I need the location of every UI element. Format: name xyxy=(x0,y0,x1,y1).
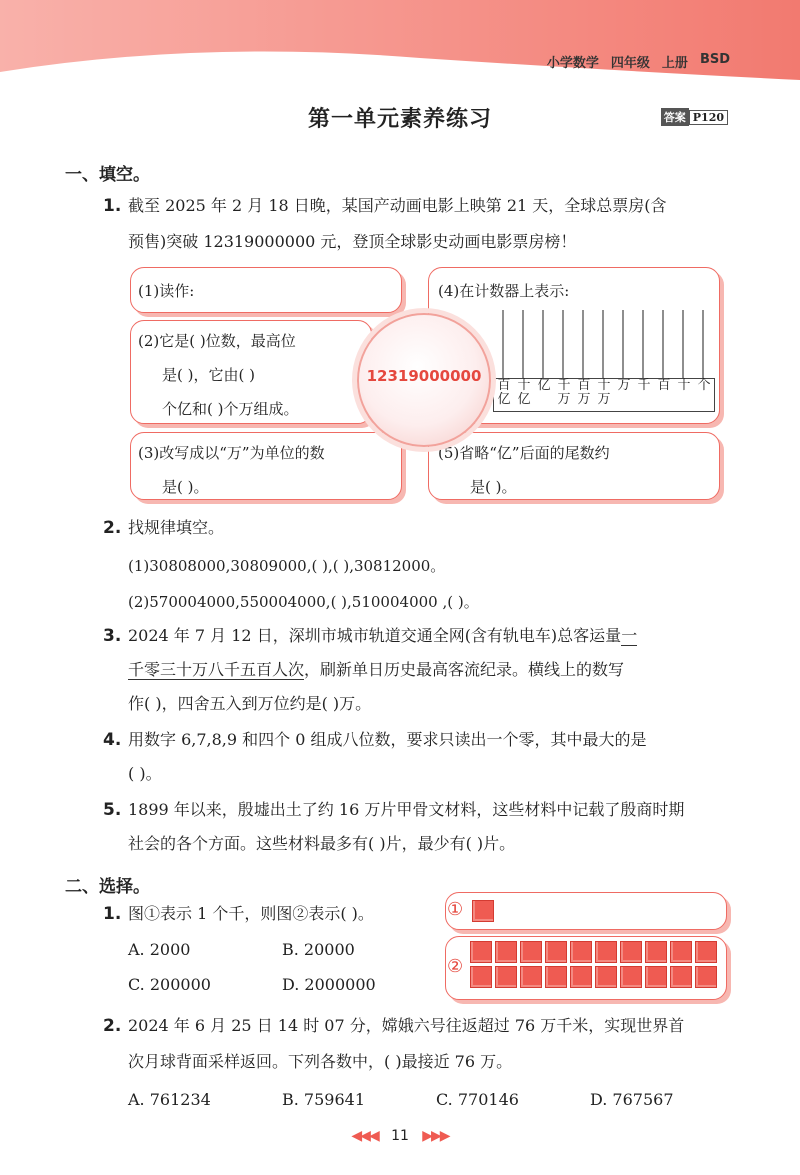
header-band xyxy=(0,0,800,90)
question-text: (2)570004000,550004000,( ),510004000 ,( )。 xyxy=(128,593,479,611)
page-footer xyxy=(0,1128,800,1144)
box-text: 是( )。 xyxy=(162,478,209,496)
magnified-number: 12319000000 xyxy=(366,367,482,385)
thousand-cube xyxy=(695,966,717,988)
place-label: 个 xyxy=(697,378,711,393)
option-d: D. 2000000 xyxy=(282,975,376,994)
option-a: A. 2000 xyxy=(128,940,191,959)
answer-label: 答案 xyxy=(661,108,689,126)
answer-reference xyxy=(661,108,728,126)
option-b: B. 20000 xyxy=(282,940,355,959)
thousand-cube xyxy=(670,941,692,963)
section-heading: 一、填空。 xyxy=(65,165,150,185)
grade: 四年级 xyxy=(610,56,650,71)
question-text xyxy=(128,660,624,680)
place-label: 亿 xyxy=(537,378,551,393)
place-label: 十 xyxy=(677,378,691,393)
subject: 小学数学 xyxy=(546,56,599,71)
place-label: 十亿 xyxy=(517,378,531,407)
option-a: A. 761234 xyxy=(128,1090,211,1109)
thousand-cubes-grid xyxy=(470,941,717,988)
box-text: 是( )，它由( ) xyxy=(162,366,255,384)
place-label: 万 xyxy=(617,378,631,393)
question-number: 1. xyxy=(103,196,122,216)
question-text: 次月球背面采样返回。下列各数中，( )最接近 76 万。 xyxy=(128,1052,513,1071)
question-text: 社会的各个方面。这些材料最多有( )片，最少有( )片。 xyxy=(128,834,516,853)
underlined-text: 一 xyxy=(621,626,638,645)
question-text: 用数字 6,7,8,9 和四个 0 组成八位数，要求只读出一个零，其中最大的是 xyxy=(128,730,647,749)
question-text: 2024 年 6 月 25 日 14 时 07 分，嫦娥六号往返超过 76 万千米，实现世界首 xyxy=(128,1016,685,1035)
box-text: 是( )。 xyxy=(470,478,517,496)
question-text: 1899 年以来，殷墟出土了约 16 万片甲骨文材料，这些材料中记载了殷商时期 xyxy=(128,800,685,819)
thousand-cube xyxy=(545,966,567,988)
box-text: 个亿和( )个万组成。 xyxy=(162,400,299,418)
underlined-text: 千零三十万八千五百人次 xyxy=(128,660,305,679)
question-text: ( )。 xyxy=(128,764,162,783)
question-number: 5. xyxy=(103,800,122,820)
place-label: 百万 xyxy=(577,378,591,407)
box-text: (4)在计数器上表示: xyxy=(438,282,570,300)
thousand-cube xyxy=(570,966,592,988)
section-heading: 二、选择。 xyxy=(65,877,150,897)
thousand-cube xyxy=(645,941,667,963)
box-text: (3)改写成以“万”为单位的数 xyxy=(138,444,325,462)
abacus-rods xyxy=(493,310,715,380)
place-label: 千万 xyxy=(557,378,571,407)
edition: BSD xyxy=(699,52,730,67)
question-number: 2. xyxy=(103,1016,122,1036)
box-text: (5)省略“亿”后面的尾数约 xyxy=(438,444,610,462)
thousand-cube xyxy=(520,966,542,988)
question-text: (1)30808000,30809000,( ),( ),30812000。 xyxy=(128,557,446,575)
question-text: 预售)突破 12319000000 元，登顶全球影史动画电影票房榜！ xyxy=(128,232,577,251)
place-label: 千 xyxy=(637,378,651,393)
option-c: C. 770146 xyxy=(436,1090,519,1109)
thousand-cube xyxy=(520,941,542,963)
thousand-cube xyxy=(595,966,617,988)
question-text: 找规律填空。 xyxy=(128,518,225,537)
thousand-cube xyxy=(620,966,642,988)
thousand-cube xyxy=(620,941,642,963)
question-text: 图①表示 1 个千，则图②表示( )。 xyxy=(128,904,374,923)
thousand-cube xyxy=(495,941,517,963)
box-text: (1)读作: xyxy=(138,282,195,300)
thousand-cube xyxy=(695,941,717,963)
text-part: ，刷新单日历史最高客流纪录。横线上的数写 xyxy=(304,660,625,679)
left-arrows-icon: ◀◀◀ xyxy=(351,1128,378,1144)
abacus-base xyxy=(493,378,715,412)
option-b: B. 759641 xyxy=(282,1090,366,1109)
thousand-cube xyxy=(645,966,667,988)
figure-2-label: ② xyxy=(447,956,464,977)
question-text: 作( )，四舍五入到万位约是( )万。 xyxy=(128,694,372,713)
thousand-cube xyxy=(470,941,492,963)
question-number: 4. xyxy=(103,730,122,750)
option-d: D. 767567 xyxy=(590,1090,674,1109)
thousand-cube xyxy=(472,900,494,922)
thousand-cube xyxy=(495,966,517,988)
thousand-cube xyxy=(570,941,592,963)
place-label: 百亿 xyxy=(497,378,511,407)
box-text: (2)它是( )位数，最高位 xyxy=(138,332,296,350)
place-label: 百 xyxy=(657,378,671,393)
question-number: 3. xyxy=(103,626,122,646)
question-number: 1. xyxy=(103,904,122,924)
page-number: 11 xyxy=(391,1128,409,1144)
answer-page: P120 xyxy=(689,110,728,125)
thousand-cube xyxy=(545,941,567,963)
term: 上册 xyxy=(661,56,688,71)
page-title: 第一单元素养练习 xyxy=(307,107,492,132)
book-meta xyxy=(547,52,730,71)
question-number: 2. xyxy=(103,518,122,538)
thousand-cube xyxy=(670,966,692,988)
thousand-cube xyxy=(595,941,617,963)
right-arrows-icon: ▶▶▶ xyxy=(422,1128,449,1144)
question-text xyxy=(128,626,637,646)
thousand-cube xyxy=(470,966,492,988)
figure-1-label: ① xyxy=(447,899,464,920)
place-label: 十万 xyxy=(597,378,611,407)
text-part: 2024 年 7 月 12 日，深圳市城市轨道交通全网(含有轨电车)总客运量 xyxy=(128,626,622,645)
option-c: C. 200000 xyxy=(128,975,211,994)
question-text: 截至 2025 年 2 月 18 日晚，某国产动画电影上映第 21 天，全球总票房(含 xyxy=(128,196,667,215)
